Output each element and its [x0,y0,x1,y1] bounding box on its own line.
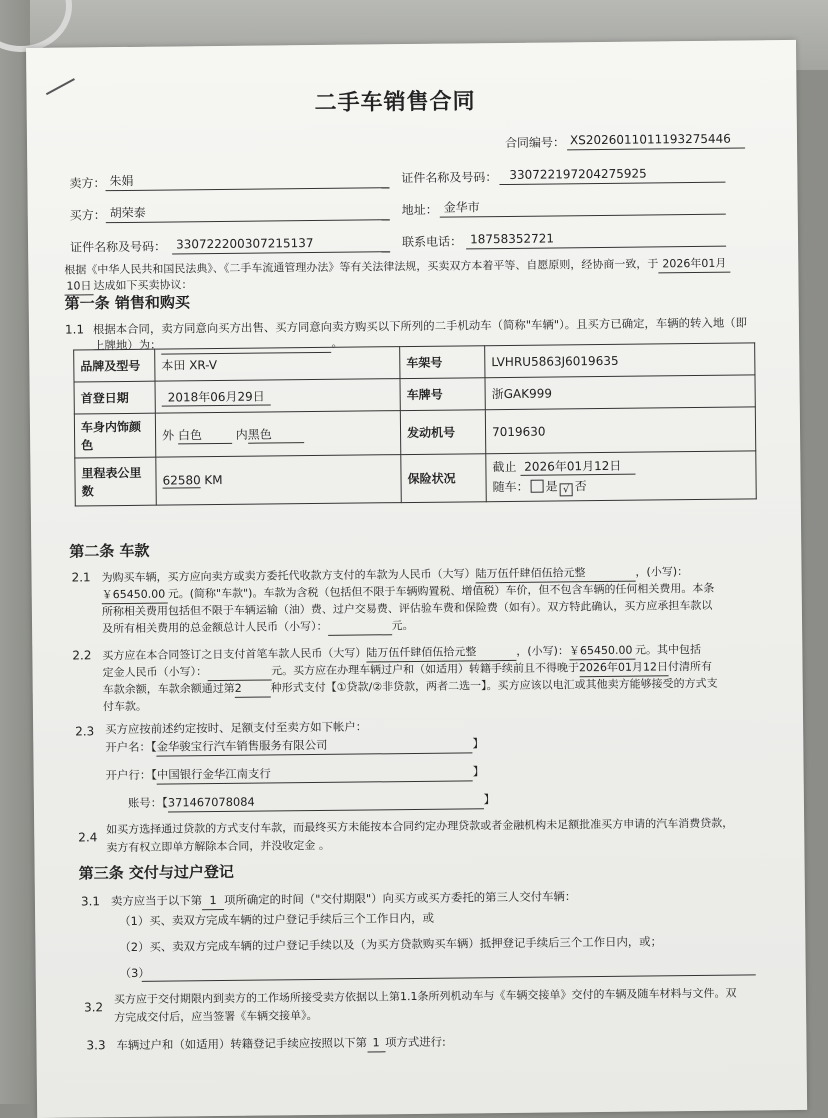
buyer-label: 买方： [69,208,106,223]
yes-label: 是 [545,479,558,494]
first-reg-value: 2018年06月29日 [162,387,271,406]
clause-2-1-no: 2.1 [71,570,91,585]
ext-color: 白色 [178,425,232,444]
engine-label: 发动机号 [400,410,485,455]
color-label: 车身内饰颜色 [74,413,155,458]
account-bank-label: 开户行：【 [105,767,157,783]
mileage-value: 62580 [162,473,201,488]
buyer-id-label: 证件名称及号码： [70,239,167,255]
clause-3-3-text: 车辆过户和（如适用）转籍登记手续应按照以下第 1 项方式进行: [116,1034,446,1053]
clause-2-1-line4: 及所有相关费用的总金额总计人民币（小写）： 元。 [102,618,414,636]
ins-until: 截止 [492,459,517,475]
clause-1-1-line1: 根据本合同，卖方同意向买方出售、买方同意向卖方购买以下所列的二手机动车（简称"车辆"）。且买方已确定，车辆的转入地（即 [92,315,748,337]
account-no-label: 账号：【 [127,795,168,810]
clause-3-1-text: 卖方应当于以下第 1 项所确定的时间（"交付期限"）向买方或买方委托的第三人交付车辆： [111,888,577,911]
clause-3-2-line1: 买方应于交付期限内到卖方的工作场所接受卖方依据以上第1.1条所列机动车与《车辆交接单》交付的车辆及随车材料与文件。双 [113,986,737,1007]
ext-label: 外 [161,427,175,443]
clause-3-2-line2: 方完成交付后，应当签署《车辆交接单》。 [114,1008,318,1025]
contract-no-label: 合同编号： [504,135,566,150]
account-no: 371467078084 [168,791,484,812]
account-bank: 中国银行金华江南支行 [157,763,473,784]
clause-3-3-no: 3.3 [86,1038,106,1053]
plate-label: 车牌号 [400,378,485,411]
clause-1-1-no: 1.1 [64,322,85,337]
background-left [0,0,30,1104]
phone-label: 联系电话： [401,234,463,250]
article-3-title: 第三条 交付与过户登记 [78,862,234,883]
clause-2-2-line3: 车款余额，车款余额通过第2 种形式支付【①贷款/②非贷款，两者二选一】。买方应该以电汇或其他卖方能够接受的方式支 [102,676,718,697]
first-reg-cell [155,379,400,414]
clause-2-3-text: 买方应按前述约定按时、足额支付至卖方如下帐户： [105,719,368,737]
pen-mark [46,78,75,95]
clause-3-1-option2: （2）买、卖双方完成车辆的过户登记手续以及（为买方贷款购买车辆）抵押登记手续后三个工作日内，或； [119,934,663,955]
clause-2-1-line2: ￥65450.00 元。(简称"车款")。车款为含税（包括但不限于车辆购置税、增值税）车价，但不包含车辆的任何相关费用。本条 [102,580,715,604]
contract-no: XS2026011011193275446 [569,131,731,148]
int-color: 黑色 [248,425,304,444]
address: 金华市 [443,200,480,215]
mileage-unit: KM [204,472,223,488]
phone: 18758352721 [469,231,555,247]
account-bank-row: 开户行：【中国银行金华江南支行 】 [106,763,485,785]
account-no-row: 账号：【371467078084 】 [128,791,495,813]
buyer-underline [106,219,390,223]
insurance-label: 保险状况 [401,454,486,503]
contract-page [26,40,807,1118]
clause-3-1-option1: （1）买、卖双方完成车辆的过户登记手续后三个工作日内，或 [119,910,435,929]
with-car-label: 随车： [492,479,529,495]
clause-2-4-line1: 如买方选择通过贷款的方式支付车款，而最终买方未能按本合同约定办理贷款或者金融机构未足额批准买方申请的汽车消费贷款， [106,816,734,837]
article-1-title: 第一条 销售和购买 [64,293,191,313]
preamble: 根据《中华人民共和国民法典》、《二手车流通管理办法》等有关法律法规，买卖双方本着平等、自愿原则，经协商一致，于 2026年01月 [64,255,730,280]
color-cell [155,411,400,458]
clause-2-1-line1: 为购买车辆，买方应向卖方或卖方委托代收款方支付的车款为人民币（大写）陆万伍仟肆佰伍拾元整 ，(小写)： [101,565,689,585]
account-name-row: 开户名：【金华骏宝行汽车销售服务有限公司 】 [105,735,484,757]
mileage-label: 里程表公里数 [75,457,156,506]
clause-2-4-no: 2.4 [78,830,98,845]
vehicle-info-table [73,342,757,506]
clause-1-1-line2: 上牌地）为： 。 [93,335,343,356]
seller-label: 卖方： [69,176,106,191]
mileage-cell [156,455,401,506]
no-label: 否 [574,479,587,494]
seller-underline [105,187,389,191]
clause-3-1-option3-line [142,974,756,981]
article-2-title: 第二条 车款 [69,541,150,561]
buyer-id: 330722200307215137 [175,236,314,252]
checkbox-no[interactable]: √ [560,483,573,496]
plate-value: 浙GAK999 [485,375,755,410]
clause-2-2-line1: 买方应在本合同签订之日支付首笔车款人民币（大写）陆万伍仟肆佰伍拾元整 ，(小写)：￥65450.00 元。其中包括 [102,642,701,663]
account-name: 金华骏宝行汽车销售服务有限公司 [157,735,473,756]
checkbox-yes[interactable] [531,480,544,493]
seller-name: 朱娟 [109,173,134,189]
page-title: 二手车销售合同 [314,89,476,116]
clause-3-1-option3: （3） [119,965,150,981]
clause-2-2-line2: 定金人民币（小写）： 元。买方应在办理车辆过户和（如适用）转籍手续前且不得晚于2026年01月12日付清所有 [102,659,713,680]
vin-value: LVHRU5863J6019635 [485,343,755,378]
brand-value: 本田 XR-V [155,347,400,382]
clause-2-1-line3: 所称相关费用包括但不限于车辆运输（油）费、过户交易费、评估验车费和保险费（如有）。双方特此确认，买方应承担车款以 [101,598,713,619]
clause-2-4-line2: 卖方有权立即单方解除本合同，并没收定金 。 [106,838,330,855]
seller-id: 330722197204275925 [509,166,647,182]
account-name-label: 开户名：【 [105,739,157,755]
address-label: 地址： [401,202,438,218]
int-label: 内 [235,427,248,442]
clause-2-2-line4: 付车款。 [102,699,147,714]
buyer-name: 胡荣泰 [109,205,146,221]
brand-label: 品牌及型号 [74,349,155,382]
ins-date: 2026年01月12日 [520,457,635,476]
address-underline [440,214,726,218]
seller-id-label: 证件名称及号码： [401,170,498,186]
clause-2-2-no: 2.2 [72,648,92,663]
clause-3-1-no: 3.1 [80,894,101,909]
clause-2-3-no: 2.3 [75,724,95,739]
insurance-cell [486,451,756,502]
vin-label: 车架号 [400,346,485,379]
engine-value: 7019630 [485,407,755,454]
preamble-line2: 10日 达成如下买卖协议： [64,276,192,295]
first-reg-label: 首登日期 [74,381,155,414]
clause-3-2-no: 3.2 [83,1000,104,1015]
